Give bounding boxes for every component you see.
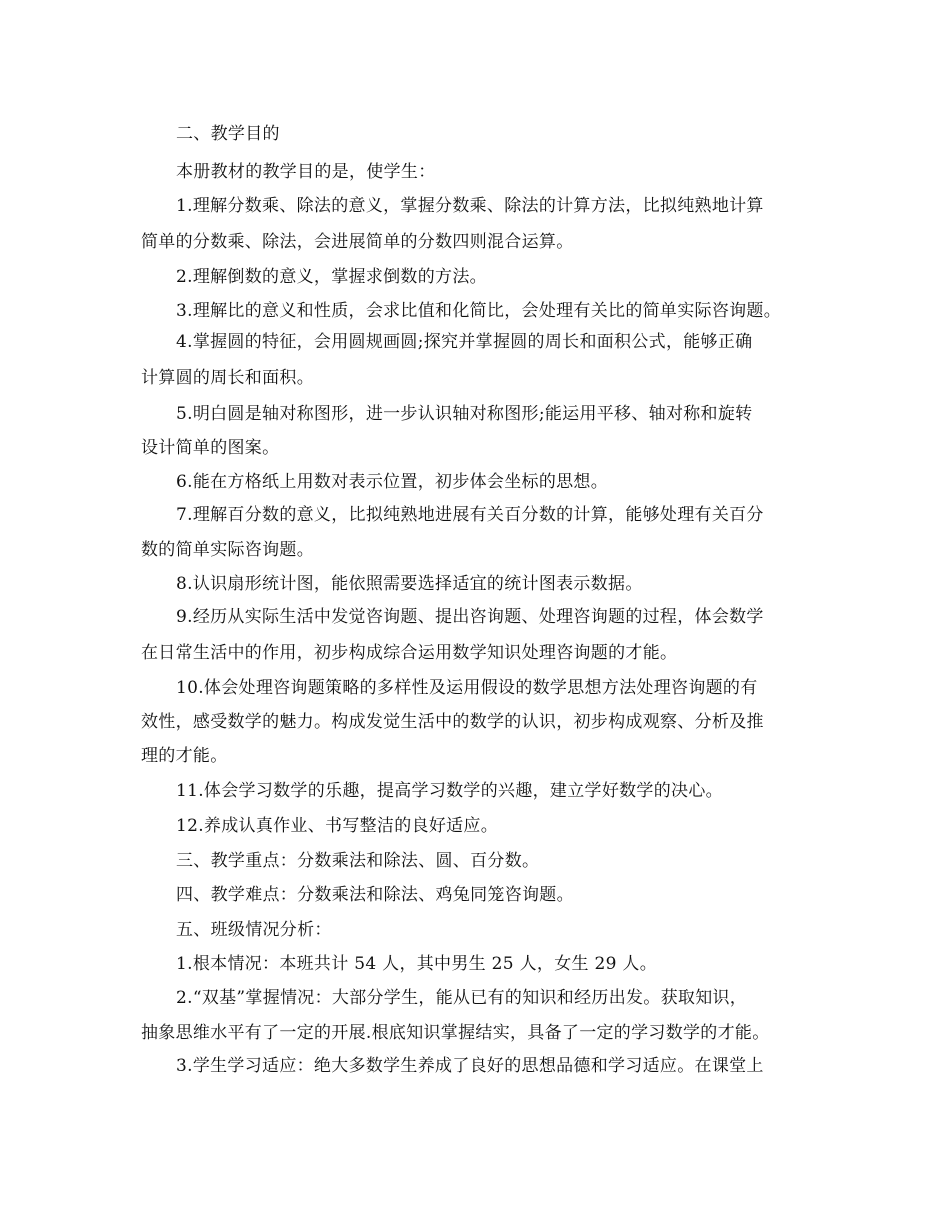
list-item-line: 8.认识扇形统计图，能依照需要选择适宜的统计图表示数据。 bbox=[176, 574, 643, 594]
list-item-line: 12.养成认真作业、书写整洁的良好适应。 bbox=[176, 816, 499, 836]
list-item-continuation: 简单的分数乘、除法，会进展简单的分数四则混合运算。 bbox=[141, 232, 574, 252]
section-heading-class-analysis: 五、班级情况分析： bbox=[176, 920, 332, 940]
list-item-continuation: 设计简单的图案。 bbox=[141, 438, 280, 458]
list-item-continuation: 在日常生活中的作用，初步构成综合运用数学知识处理咨询题的才能。 bbox=[141, 643, 678, 663]
list-item-line: 3.理解比的意义和性质，会求比值和化简比，会处理有关比的简单实际咨询题。 bbox=[176, 301, 782, 321]
list-item-line: 1.根本情况：本班共计 54 人，其中男生 25 人，女生 29 人。 bbox=[176, 954, 658, 974]
list-item-line: 7.理解百分数的意义，比拟纯熟地进展有关百分数的计算，能够处理有关百分 bbox=[176, 505, 764, 525]
list-item-continuation: 效性，感受数学的魅力。构成发觉生活中的数学的认识，初步构成观察、分析及推 bbox=[141, 712, 764, 732]
list-item-line: 1.理解分数乘、除法的意义，掌握分数乘、除法的计算方法，比拟纯熟地计算 bbox=[176, 196, 764, 216]
section-heading-teaching-goals: 二、教学目的 bbox=[176, 124, 280, 144]
list-item-line: 4.掌握圆的特征，会用圆规画圆;探究并掌握圆的周长和面积公式，能够正确 bbox=[176, 332, 753, 352]
list-item-continuation: 抽象思维水平有了一定的开展.根底知识掌握结实，具备了一定的学习数学的才能。 bbox=[141, 1023, 770, 1043]
list-item-line: 6.能在方格纸上用数对表示位置，初步体会坐标的思想。 bbox=[176, 472, 609, 492]
list-item-line: 3.学生学习适应：绝大多数学生养成了良好的思想品德和学习适应。在课堂上 bbox=[176, 1056, 764, 1076]
list-item-line: 2.理解倒数的意义，掌握求倒数的方法。 bbox=[176, 267, 487, 287]
list-item-line: 9.经历从实际生活中发觉咨询题、提出咨询题、处理咨询题的过程，体会数学 bbox=[176, 607, 764, 627]
list-item-line: 10.体会处理咨询题策略的多样性及运用假设的数学思想方法处理咨询题的有 bbox=[176, 678, 758, 698]
section-heading-difficulties: 四、教学难点：分数乘法和除法、鸡兔同笼咨询题。 bbox=[176, 885, 574, 905]
list-item-continuation: 计算圆的周长和面积。 bbox=[141, 368, 314, 388]
section-heading-key-points: 三、教学重点：分数乘法和除法、圆、百分数。 bbox=[176, 851, 540, 871]
list-item-continuation: 数的简单实际咨询题。 bbox=[141, 540, 314, 560]
list-item-line: 5.明白圆是轴对称图形，进一步认识轴对称图形;能运用平移、轴对称和旋转 bbox=[176, 404, 753, 424]
paragraph-line: 本册教材的教学目的是，使学生： bbox=[176, 162, 436, 182]
list-item-line: 2.“双基”掌握情况：大部分学生，能从已有的知识和经历出发。获取知识， bbox=[176, 988, 748, 1008]
list-item-line: 11.体会学习数学的乐趣，提高学习数学的兴趣，建立学好数学的决心。 bbox=[176, 781, 723, 801]
list-item-continuation: 理的才能。 bbox=[141, 746, 228, 766]
